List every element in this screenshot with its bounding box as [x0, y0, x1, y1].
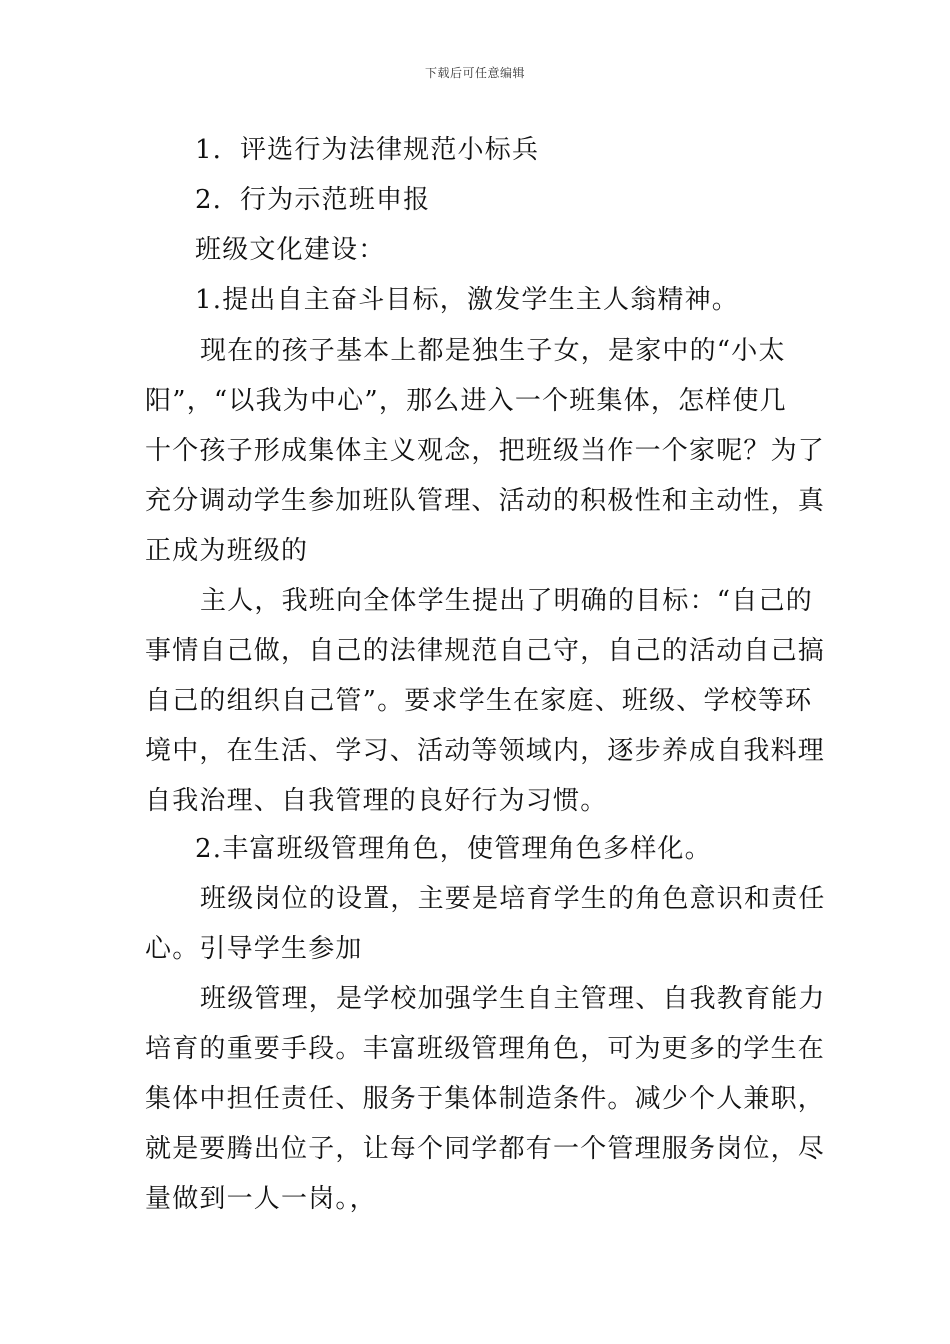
section-heading: 班级文化建设：	[195, 235, 386, 265]
paragraph-line: 充分调动学生参加班队管理、活动的积极性和主动性，真	[145, 486, 826, 516]
paragraph-line: 班级管理，是学校加强学生自主管理、自我教育能力	[200, 984, 826, 1014]
paragraph-line: 量做到一人一岗。，	[145, 1184, 377, 1214]
paragraph-line: 十个孩子形成集体主义观念，把班级当作一个家呢？为了	[145, 436, 826, 466]
paragraph-line: 集体中担任责任、服务于集体制造条件。减少个人兼职，	[145, 1084, 826, 1114]
header-note: 下载后可任意编辑	[424, 66, 525, 80]
paragraph-line: 就是要腾出位子，让每个同学都有一个管理服务岗位，尽	[145, 1134, 826, 1164]
paragraph-line: 自己的组织自己管”。要求学生在家庭、班级、学校等环	[145, 686, 813, 716]
paragraph-line: 心。引导学生参加	[145, 934, 363, 964]
paragraph-line: 境中，在生活、学习、活动等领域内，逐步养成自我料理	[145, 736, 826, 766]
list-item: 2．行为示范班申报	[195, 185, 431, 215]
paragraph-line: 自我治理、自我管理的良好行为习惯。	[145, 786, 608, 816]
subsection-heading: 2.丰富班级管理角色，使管理角色多样化。	[195, 834, 712, 864]
paragraph-line: 事情自己做，自己的法律规范自己守，自己的活动自己搞	[145, 636, 826, 666]
subsection-heading: 1.提出自主奋斗目标，激发学生主人翁精神。	[195, 285, 740, 315]
paragraph-line: 现在的孩子基本上都是独生子女，是家中的“小太	[200, 336, 786, 366]
paragraph-line: 正成为班级的	[145, 536, 309, 566]
paragraph-line: 主人，我班向全体学生提出了明确的目标：“自己的	[200, 586, 813, 616]
paragraph-line: 班级岗位的设置，主要是培育学生的角色意识和责任	[200, 884, 826, 914]
paragraph-line: 阳”，“以我为中心”，那么进入一个班集体，怎样使几	[145, 386, 787, 416]
paragraph-line: 培育的重要手段。丰富班级管理角色，可为更多的学生在	[145, 1034, 826, 1064]
list-item: 1．评选行为法律规范小标兵	[195, 135, 540, 165]
